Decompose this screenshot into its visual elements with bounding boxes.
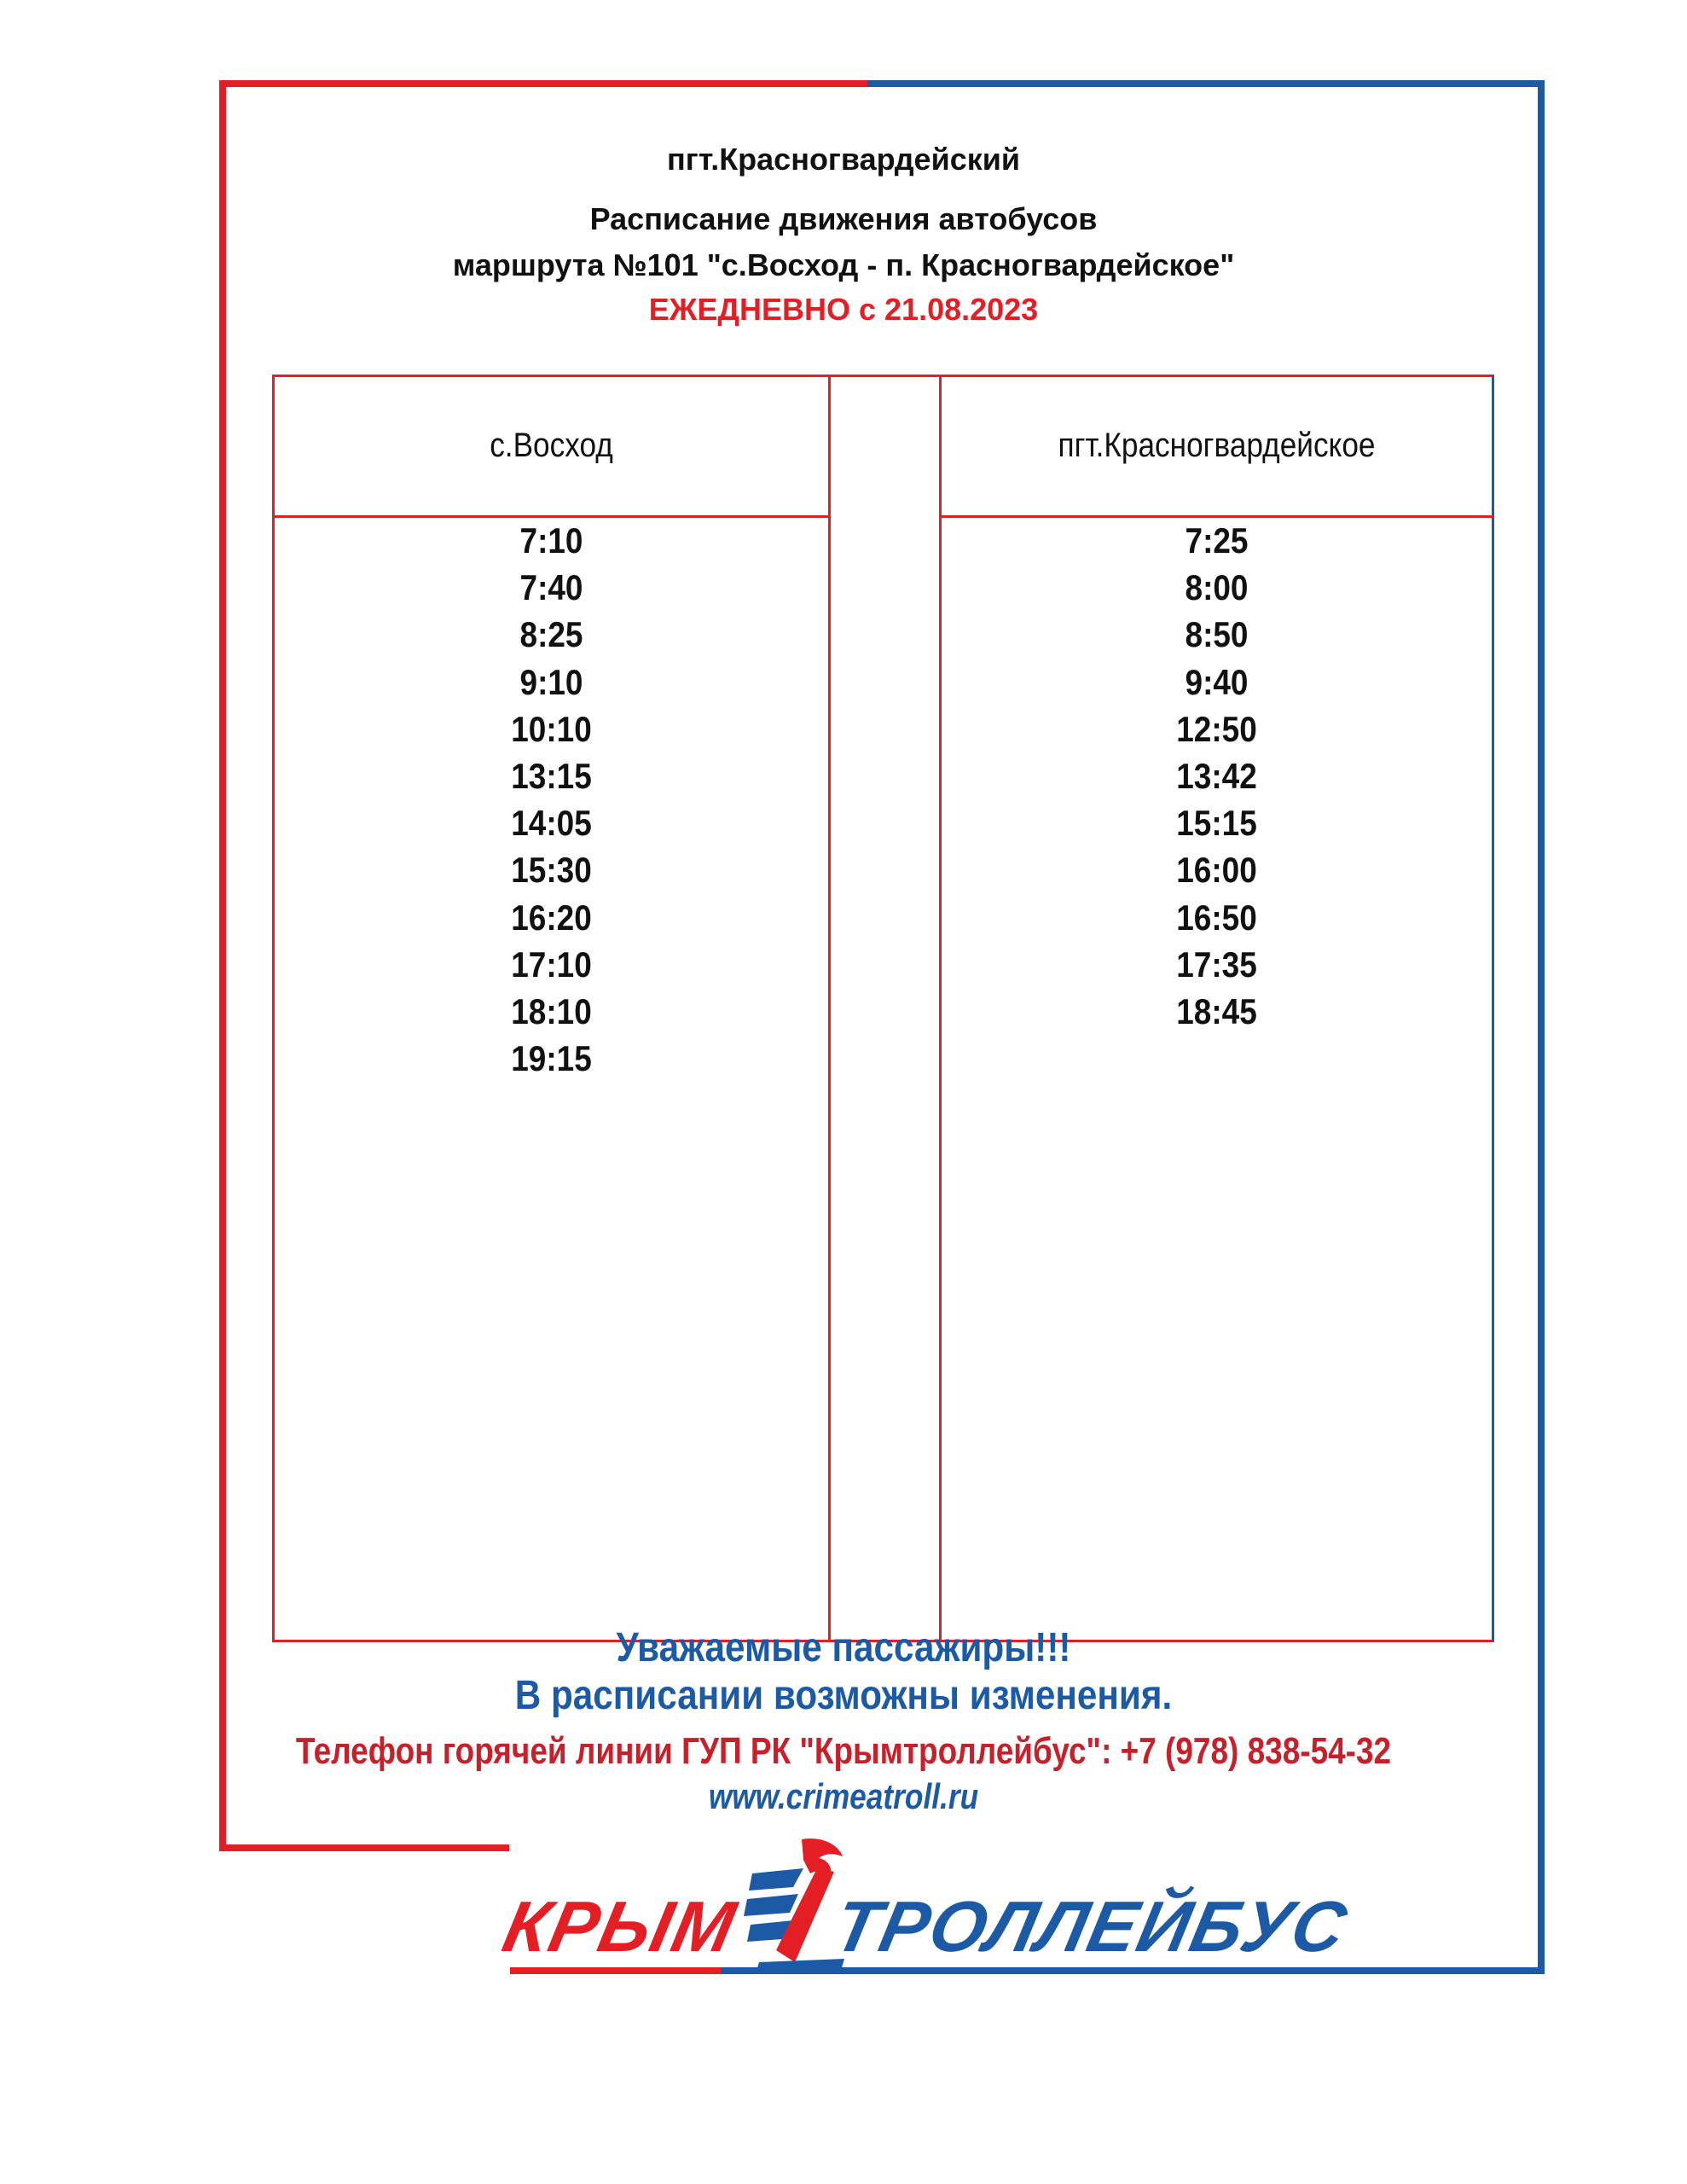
frame-bottom-blue <box>1262 1967 1545 1974</box>
departure-time: 16:50 <box>1176 897 1257 938</box>
logo-underline-left <box>510 1967 723 1974</box>
logo-word-krym: КРЫМ <box>496 1886 744 1966</box>
departure-times-right <box>942 517 1492 1035</box>
departure-time: 14:05 <box>511 803 592 844</box>
column-header-left-stop: с.Восход <box>490 427 613 464</box>
locality-heading: пгт.Красногвардейский <box>666 142 1021 177</box>
departure-time: 9:40 <box>1185 661 1249 702</box>
departure-time: 8:50 <box>1185 614 1249 655</box>
departure-time: 13:42 <box>1176 756 1257 797</box>
route-title: маршрута №101 "с.Восход - п. Красногвардейское" <box>452 247 1235 282</box>
validity-notice: ЕЖЕДНЕВНО с 21.08.2023 <box>648 292 1039 327</box>
departure-time: 19:15 <box>511 1038 592 1079</box>
departure-time: 17:10 <box>511 944 592 985</box>
website-link[interactable]: www.crimeatroll.ru <box>708 1776 979 1816</box>
column-header-right-stop: пгт.Красногвардейское <box>1058 427 1376 464</box>
departure-time: 16:00 <box>1176 850 1257 891</box>
table-top-border <box>272 375 1494 377</box>
schedule-title: Расписание движения автобусов <box>589 201 1098 236</box>
departure-time: 7:10 <box>519 520 583 561</box>
departure-times-left <box>275 517 828 1082</box>
logo-underline-right <box>721 1967 1267 1974</box>
departure-time: 10:10 <box>511 708 592 749</box>
departure-time: 15:15 <box>1176 803 1257 844</box>
departure-time: 8:25 <box>519 614 583 655</box>
departure-time: 18:10 <box>511 991 592 1032</box>
departure-time: 12:50 <box>1176 708 1257 749</box>
passenger-greeting: Уважаемые пассажиры!!! <box>616 1625 1071 1670</box>
frame-top-red <box>219 80 867 87</box>
hotline-phone: Телефон горячей линии ГУП РК "Крымтроллейбус": +7 (978) 838-54-32 <box>295 1730 1392 1772</box>
departure-time: 17:35 <box>1176 944 1257 985</box>
departure-time: 15:30 <box>511 850 592 891</box>
table-right-border <box>1492 375 1494 1642</box>
departure-time: 9:10 <box>519 661 583 702</box>
frame-left-red <box>219 80 226 1851</box>
departure-time: 18:45 <box>1176 991 1257 1032</box>
departure-time: 13:15 <box>511 756 592 797</box>
table-divider-1 <box>828 375 831 1642</box>
logo-word-trolleybus: ТРОЛЛЕЙБУС <box>827 1886 1355 1966</box>
departure-time: 7:25 <box>1185 520 1249 561</box>
frame-bottom-red <box>219 1844 509 1851</box>
frame-top-blue <box>867 80 1545 87</box>
schedule-change-notice: В расписании возможны изменения. <box>514 1673 1173 1718</box>
departure-time: 8:00 <box>1185 567 1249 608</box>
departure-time: 7:40 <box>519 567 583 608</box>
departure-time: 16:20 <box>511 897 592 938</box>
